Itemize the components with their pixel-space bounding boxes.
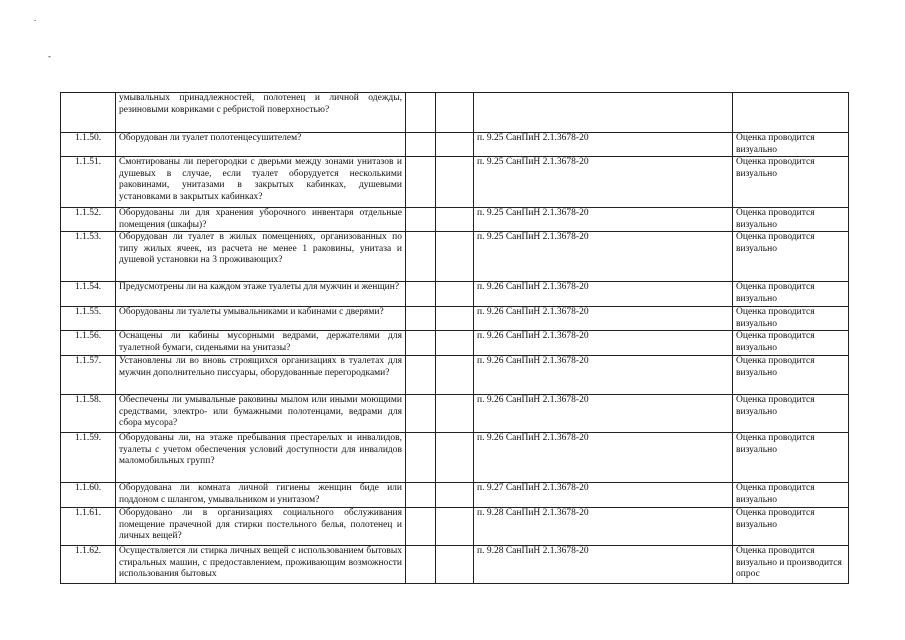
table-row (61, 208, 849, 232)
answer-yes-cell (406, 356, 436, 395)
table-row (61, 483, 849, 508)
verification-method: Оценка проводится визуально (733, 232, 849, 282)
answer-no-cell (436, 433, 474, 483)
answer-no-cell (436, 546, 474, 584)
question-text: Оборудована ли комната личной гигиены женщин биде или поддоном с шлангом, умывальником и унитазом? (116, 483, 406, 508)
question-text: умывальных принадлежностей, полотенец и личной одежды, резиновыми ковриками с ребристой поверхностью? (116, 93, 406, 133)
question-text: Обеспечены ли умывальные раковины мылом или иными моющими средствами, электро- или бумажными полотенцами, ведрами для сбора мусора? (116, 395, 406, 433)
norm-reference: п. 9.26 СанПиН 2.1.3678-20 (474, 282, 733, 307)
table-row (61, 282, 849, 307)
answer-yes-cell (406, 433, 436, 483)
verification-method: Оценка проводится визуально (733, 157, 849, 208)
verification-method: Оценка проводится визуально (733, 433, 849, 483)
question-text: Оснащены ли кабины мусорными ведрами, держателями для туалетной бумаги, сиденьями на унитазы? (116, 331, 406, 356)
answer-yes-cell (406, 93, 436, 133)
norm-reference: п. 9.25 СанПиН 2.1.3678-20 (474, 208, 733, 232)
norm-reference: п. 9.25 СанПиН 2.1.3678-20 (474, 232, 733, 282)
row-number: 1.1.61. (61, 508, 116, 546)
row-number: 1.1.57. (61, 356, 116, 395)
row-number: 1.1.58. (61, 395, 116, 433)
answer-no-cell (436, 93, 474, 133)
table-row (61, 157, 849, 208)
row-number: 1.1.62. (61, 546, 116, 584)
answer-no-cell (436, 331, 474, 356)
verification-method (733, 93, 849, 133)
answer-yes-cell (406, 331, 436, 356)
table-row (61, 356, 849, 395)
table-row (61, 93, 849, 133)
row-number (61, 93, 116, 133)
table-row (61, 395, 849, 433)
norm-reference: п. 9.28 СанПиН 2.1.3678-20 (474, 546, 733, 584)
verification-method: Оценка проводится визуально (733, 307, 849, 331)
table-row (61, 546, 849, 584)
answer-yes-cell (406, 157, 436, 208)
verification-method: Оценка проводится визуально (733, 508, 849, 546)
question-text: Оборудованы ли туалеты умывальниками и кабинами с дверями? (116, 307, 406, 331)
norm-reference (474, 93, 733, 133)
norm-reference: п. 9.25 СанПиН 2.1.3678-20 (474, 157, 733, 208)
row-number: 1.1.56. (61, 331, 116, 356)
norm-reference: п. 9.28 СанПиН 2.1.3678-20 (474, 508, 733, 546)
question-text: Оборудован ли туалет полотенцесушителем? (116, 133, 406, 157)
answer-yes-cell (406, 282, 436, 307)
verification-method: Оценка проводится визуально (733, 483, 849, 508)
answer-yes-cell (406, 307, 436, 331)
answer-no-cell (436, 483, 474, 508)
verification-method: Оценка проводится визуально (733, 208, 849, 232)
question-text: Смонтированы ли перегородки с дверьми между зонами унитазов и душевых в случае, если туалет оборудуется несколькими раковинами, унитазами в закрытых кабинках, душевыми установками в закрытых кабинках? (116, 157, 406, 208)
table-row (61, 232, 849, 282)
row-number: 1.1.54. (61, 282, 116, 307)
answer-yes-cell (406, 208, 436, 232)
norm-reference: п. 9.26 СанПиН 2.1.3678-20 (474, 395, 733, 433)
answer-yes-cell (406, 133, 436, 157)
table-row (61, 508, 849, 546)
norm-reference: п. 9.26 СанПиН 2.1.3678-20 (474, 307, 733, 331)
row-number: 1.1.60. (61, 483, 116, 508)
verification-method: Оценка проводится визуально (733, 356, 849, 395)
answer-no-cell (436, 208, 474, 232)
answer-yes-cell (406, 483, 436, 508)
question-text: Оборудован ли туалет в жилых помещениях, организованных по типу жилых ячеек, из расчета не менее 1 раковины, унитаза и душевой установки на 3 проживающих? (116, 232, 406, 282)
norm-reference: п. 9.26 СанПиН 2.1.3678-20 (474, 331, 733, 356)
answer-yes-cell (406, 546, 436, 584)
answer-yes-cell (406, 395, 436, 433)
table-row (61, 133, 849, 157)
answer-no-cell (436, 307, 474, 331)
row-number: 1.1.50. (61, 133, 116, 157)
table-row (61, 433, 849, 483)
question-text: Предусмотрены ли на каждом этаже туалеты для мужчин и женщин? (116, 282, 406, 307)
row-number: 1.1.55. (61, 307, 116, 331)
answer-no-cell (436, 157, 474, 208)
answer-yes-cell (406, 508, 436, 546)
question-text: Оборудованы ли для хранения уборочного инвентаря отдельные помещения (шкафы)? (116, 208, 406, 232)
question-text: Осуществляется ли стирка личных вещей с использованием бытовых стиральных машин, с предоставлением, проживающим возможности использования бытовых (116, 546, 406, 584)
answer-no-cell (436, 232, 474, 282)
row-number: 1.1.53. (61, 232, 116, 282)
table-row (61, 331, 849, 356)
row-number: 1.1.59. (61, 433, 116, 483)
answer-no-cell (436, 395, 474, 433)
scan-mark-dot: . (34, 13, 37, 23)
answer-no-cell (436, 282, 474, 307)
norm-reference: п. 9.26 СанПиН 2.1.3678-20 (474, 433, 733, 483)
answer-yes-cell (406, 232, 436, 282)
question-text: Оборудованы ли, на этаже пребывания престарелых и инвалидов, туалеты с учетом обеспечения условий доступности для инвалидов маломобильных групп? (116, 433, 406, 483)
verification-method: Оценка проводится визуально (733, 282, 849, 307)
row-number: 1.1.52. (61, 208, 116, 232)
question-text: Оборудовано ли в организациях социального обслуживания помещение прачечной для стирки постельного белья, полотенец и личных вещей? (116, 508, 406, 546)
norm-reference: п. 9.27 СанПиН 2.1.3678-20 (474, 483, 733, 508)
question-text: Установлены ли во вновь строящихся организациях в туалетах для мужчин дополнительно писсуары, оборудованные перегородками? (116, 356, 406, 395)
verification-method: Оценка проводится визуально (733, 133, 849, 157)
scan-mark-dash: - (48, 51, 51, 61)
verification-method: Оценка проводится визуально (733, 331, 849, 356)
table-row (61, 307, 849, 331)
norm-reference: п. 9.25 СанПиН 2.1.3678-20 (474, 133, 733, 157)
checklist-table-body (61, 93, 849, 584)
answer-no-cell (436, 356, 474, 395)
row-number: 1.1.51. (61, 157, 116, 208)
checklist-table (60, 92, 849, 584)
answer-no-cell (436, 508, 474, 546)
verification-method: Оценка проводится визуально и производится опрос (733, 546, 849, 584)
norm-reference: п. 9.26 СанПиН 2.1.3678-20 (474, 356, 733, 395)
answer-no-cell (436, 133, 474, 157)
verification-method: Оценка проводится визуально (733, 395, 849, 433)
